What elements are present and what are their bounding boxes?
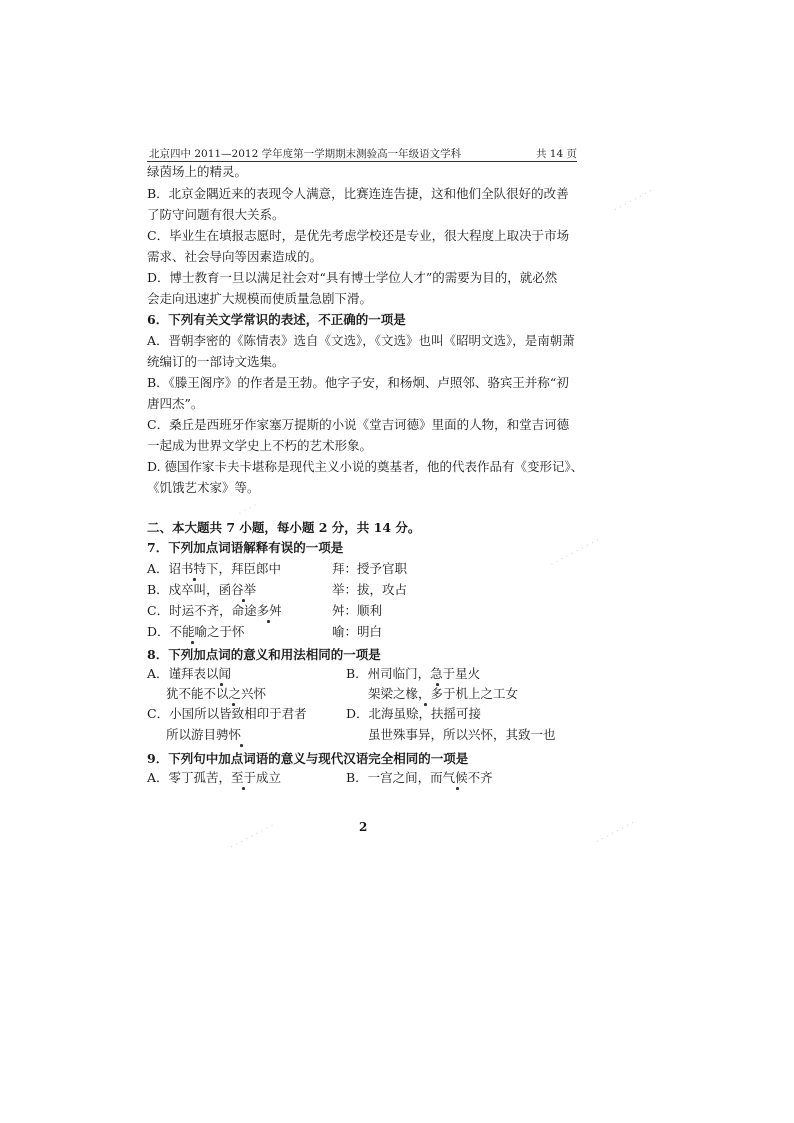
q7-explanation-d: 喻：明白 bbox=[332, 624, 383, 639]
emphasis-dot bbox=[242, 787, 245, 790]
emphasis-dot bbox=[267, 620, 270, 623]
header-page-count: 共 14 页 bbox=[535, 148, 577, 160]
q8-option-d-line2: 虽世殊事异，所以兴怀，其致一也 bbox=[368, 727, 556, 742]
q7-option-d: D．不能喻之于怀 bbox=[147, 624, 245, 639]
emphasis-dot bbox=[232, 703, 235, 706]
text-line: B．《滕王阁序》的作者是王勃。他字子安，和杨炯、卢照邻、骆宾王并称“初 bbox=[147, 375, 569, 390]
q8-option-a-line2: 犹不能不以之兴怀 bbox=[166, 686, 267, 701]
page-header bbox=[147, 143, 577, 162]
question-7-stem: 7．下列加点词语解释有误的一项是 bbox=[147, 540, 344, 555]
text-line: C．毕业生在填报志愿时，是优先考虑学校还是专业，很大程度上取决于市场 bbox=[147, 228, 570, 243]
header-title: 北京四中 2011—2012 学年度第一学期期末测验高一年级语文学科 bbox=[149, 148, 462, 160]
q8-option-b-line2: 架梁之椽，多于机上之工女 bbox=[368, 686, 519, 701]
q9-option-a: A．零丁孤苦，至于成立 bbox=[147, 770, 282, 785]
text-line: 需求、社会导向等因素造成的。 bbox=[147, 249, 323, 264]
q8-option-a-line1: A．谨拜表以闻 bbox=[147, 666, 232, 681]
emphasis-dot bbox=[242, 599, 245, 602]
q7-option-c: C．时运不齐，命途多舛 bbox=[147, 603, 282, 618]
watermark: · · · · · · · · bbox=[594, 818, 637, 848]
emphasis-dot bbox=[456, 787, 459, 790]
text-line: A．晋朝李密的《陈情表》选自《文选》，《文选》也叫《昭明文选》，是南朝萧 bbox=[147, 333, 575, 348]
q7-explanation-a: 拜：授予官职 bbox=[332, 561, 408, 576]
text-line: D．博士教育一旦以满足社会对“具有博士学位人才”的需要为目的，就必然 bbox=[147, 270, 558, 285]
text-line: D. 德国作家卡夫卡堪称是现代主义小说的奠基者，他的代表作品有《变形记》、 bbox=[147, 459, 584, 474]
emphasis-dot bbox=[424, 703, 427, 706]
text-line: 绿茵场上的精灵。 bbox=[147, 164, 248, 179]
q7-option-b: B．戍卒叫，函谷举 bbox=[147, 582, 257, 597]
emphasis-dot bbox=[240, 744, 243, 747]
q8-option-c-line1: C．小国所以皆致相印于君者 bbox=[147, 706, 307, 721]
emphasis-dot bbox=[191, 641, 194, 644]
question-8-stem: 8．下列加点词的意义和用法相同的一项是 bbox=[147, 647, 381, 662]
text-line: 一起成为世界文学史上不朽的艺术形象。 bbox=[147, 438, 373, 453]
q7-explanation-c: 舛：顺利 bbox=[332, 603, 383, 618]
emphasis-dot bbox=[436, 683, 439, 686]
text-line: B．北京金隅近来的表现令人满意，比赛连连告捷，这和他们全队很好的改善 bbox=[147, 186, 569, 201]
emphasis-dot bbox=[220, 683, 223, 686]
watermark: · · · · · · · · bbox=[612, 186, 655, 216]
page-number: 2 bbox=[359, 820, 368, 834]
text-line: 了防守问题有很大关系。 bbox=[147, 207, 285, 222]
watermark: · · · · · · · · · bbox=[228, 821, 277, 853]
watermark: · · · · · · · · · · bbox=[548, 535, 602, 571]
text-line: 唐四杰”。 bbox=[147, 396, 204, 411]
q7-explanation-b: 举：拔，攻占 bbox=[332, 582, 408, 597]
section-two-heading: 二、本大题共 7 小题，每小题 2 分，共 14 分。 bbox=[147, 520, 421, 535]
text-line: 统编订的一部诗文选集。 bbox=[147, 354, 285, 369]
q8-option-c-line2: 所以游目骋怀 bbox=[166, 727, 242, 742]
question-6-stem: 6．下列有关文学常识的表述，不正确的一项是 bbox=[147, 312, 406, 327]
watermark: · · · · bbox=[236, 500, 260, 520]
text-line: C．桑丘是西班牙作家塞万提斯的小说《堂吉诃德》里面的人物，和堂吉诃德 bbox=[147, 417, 570, 432]
emphasis-dot bbox=[193, 578, 196, 581]
question-9-stem: 9．下列句中加点词语的意义与现代汉语完全相同的一项是 bbox=[147, 751, 469, 766]
q7-option-a: A．诏书特下，拜臣郎中 bbox=[147, 561, 282, 576]
q8-option-b-line1: B．州司临门，急于星火 bbox=[346, 666, 481, 681]
q9-option-b: B．一宫之间，而气候不齐 bbox=[346, 770, 493, 785]
text-line: 《饥饿艺术家》等。 bbox=[147, 480, 260, 495]
text-line: 会走向迅速扩大规模而使质量急剧下滑。 bbox=[147, 291, 373, 306]
q8-option-d-line1: D．北海虽赊，扶摇可接 bbox=[346, 706, 482, 721]
